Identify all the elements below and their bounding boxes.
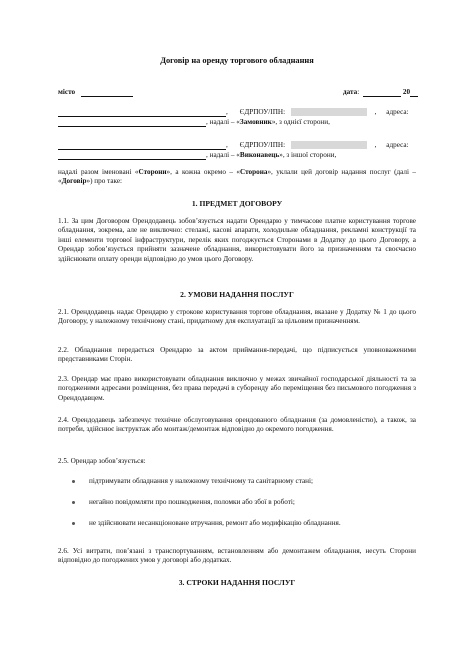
party1-row1: , ЄДРПОУ/ІПН: , адреса:	[58, 108, 418, 117]
party1-row2	[58, 118, 418, 127]
preamble: надалі разом іменовані «Сторони», а кожна окремо – «Сторона», уклали цей договір надання послуг (далі – «Договір») про таке:	[58, 168, 416, 186]
date-field[interactable]	[363, 88, 401, 97]
date-label: дата	[343, 88, 358, 96]
clause-2-1: 2.1. Орендодавець надає Орендарю у строкове користування торгове обладнання, вказане у Додатку № 1 до цього Договору, у належному технічному стані, придатному для експлуатації за цільовим призначенням.	[58, 308, 416, 326]
clause-2-3: 2.3. Орендар має право використовувати обладнання виключно у межах звичайної господарської діяльності та за погодженими адресами розміщення, без права передачі в суборенду або переміщення без письмового погодження з Орендодавцем.	[58, 375, 416, 402]
section-2-heading: 2. УМОВИ НАДАННЯ ПОСЛУГ	[180, 290, 294, 299]
year-prefix: 20	[402, 88, 411, 96]
party2-edrpou-field[interactable]	[291, 141, 367, 149]
clause-2-4: 2.4. Орендодавець забезпечує технічне обслуговування орендованого обладнання (за домовленістю), а також, за потреби, здійснює інструктаж або монтаж/демонтаж відповідно до окремого погодження.	[58, 416, 416, 434]
bullet-icon	[72, 480, 75, 483]
section-3-heading: 3. СТРОКИ НАДАННЯ ПОСЛУГ	[178, 578, 296, 587]
party2-address-field[interactable]	[58, 151, 206, 160]
party2-suffix-post: », з іншої сторони,	[279, 151, 337, 159]
list-item: підтримувати обладнання у належному технічному та санітарному стані;	[72, 477, 416, 486]
party1-suffix-pre: , надалі – «	[206, 118, 240, 126]
clause-2-5: 2.5. Орендар зобов’язується:	[58, 457, 146, 465]
date-row: дата: 20	[343, 88, 418, 97]
party2-row2	[58, 151, 418, 160]
party1-address-label: адреса:	[386, 108, 409, 116]
clause-2-6: 2.6. Усі витрати, пов’язані з транспортуванням, встановленням або демонтажем обладнання, несуть Сторони відповідно до погоджених умов у договорі або додатках.	[58, 547, 416, 565]
party2-name-field[interactable]	[58, 141, 226, 150]
clause-2-2: 2.2. Обладнання передається Орендарю за актом приймання-передачі, що підписується уповноваженими представниками Сторін.	[58, 346, 416, 364]
section-1-heading: 1. ПРЕДМЕТ ДОГОВОРУ	[191, 199, 283, 208]
list-item: не здійснювати несанкціоноване втручання, ремонт або модифікацію обладнання.	[72, 519, 416, 528]
clause-1-1: 1.1. За цим Договором Орендодавець зобов’язується надати Орендарю у тимчасове платне користування торгове обладнання, зокрема, але не виключно: стелажі, касові апарати, холодильне обладнання, рекламні конструкції та інші елементи торгової інфраструктури, перелік яких погоджується Сторонами в Додатку до цього Договору, а Орендар зобов’язується прийняти зазначене обладнання, використовувати його за призначенням та своєчасно здійснювати оплату оренди відповідно до умов цього Договору.	[58, 217, 416, 263]
party1-edrpou-field[interactable]	[291, 108, 367, 116]
party2-suffix-pre: , надалі – «	[206, 151, 240, 159]
party1-role: Замовник	[239, 118, 272, 126]
city-field[interactable]	[81, 88, 133, 97]
party1-name-field[interactable]	[58, 108, 226, 117]
party2-row1: , ЄДРПОУ/ІПН: , адреса:	[58, 141, 418, 150]
bullet-icon	[72, 522, 75, 525]
party1-edrpou-label: ЄДРПОУ/ІПН:	[239, 108, 286, 116]
city-row	[58, 88, 133, 97]
party2-role: Виконавець	[239, 151, 280, 159]
bullet-icon	[72, 501, 75, 504]
party2-address-label: адреса:	[386, 141, 409, 149]
year-field[interactable]	[410, 88, 418, 97]
list-item: негайно повідомляти про пошкодження, поломки або збої в роботі;	[72, 498, 416, 507]
party2-edrpou-label: ЄДРПОУ/ІПН:	[239, 141, 286, 149]
party1-suffix-post: », з однієї сторони,	[271, 118, 330, 126]
document-title: Договір на оренду торгового обладнання	[160, 56, 314, 65]
city-label: місто	[58, 88, 76, 96]
party1-address-field[interactable]	[58, 118, 206, 127]
